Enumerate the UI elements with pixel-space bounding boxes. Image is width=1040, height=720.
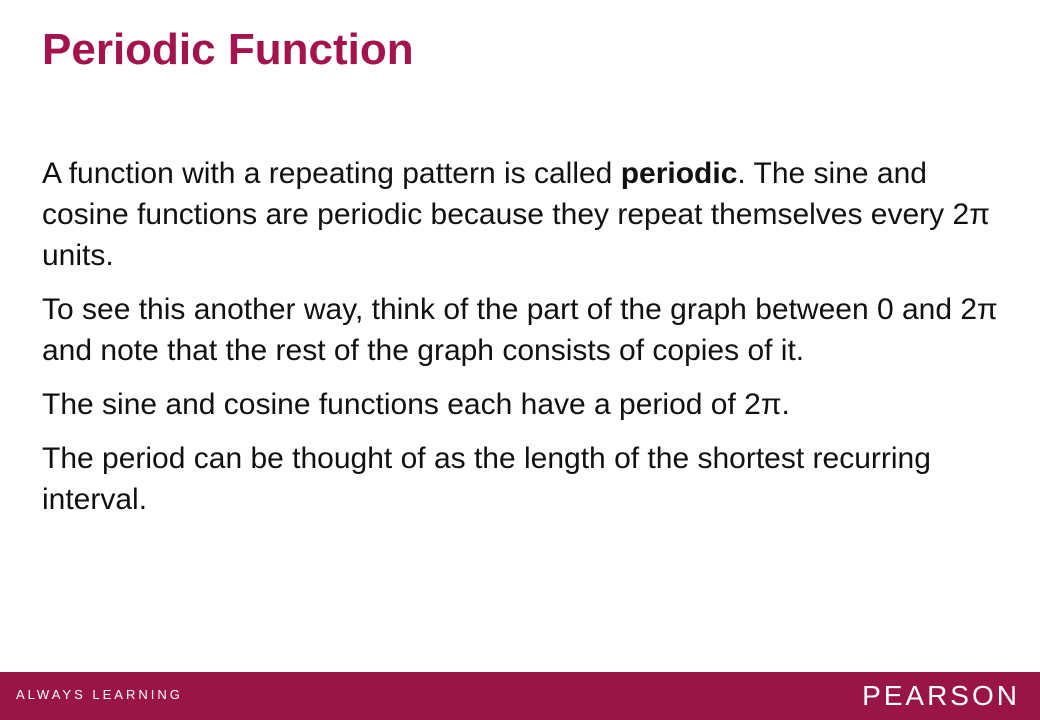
slide-body bbox=[42, 153, 1012, 533]
footer-bar bbox=[0, 672, 1040, 720]
paragraph-period-value: The sine and cosine functions each have a period of 2π. bbox=[42, 388, 790, 421]
paragraph-another-way: To see this another way, think of the part of the graph between 0 and 2π and note that the rest of the graph consists of copies of it. bbox=[42, 293, 998, 367]
paragraph-definition bbox=[42, 153, 1012, 276]
term-periodic: periodic bbox=[620, 157, 738, 190]
paragraph-period-definition: The period can be thought of as the length of the shortest recurring interval. bbox=[42, 442, 931, 516]
paragraph-definition-start: A function with a repeating pattern is called bbox=[42, 157, 621, 190]
paragraph-definition-end: . The sine and cosine functions are periodic because they repeat themselves every 2π units. bbox=[42, 157, 990, 272]
slide-title: Periodic Function bbox=[42, 25, 414, 74]
brand-logo: PEARSON bbox=[862, 680, 1020, 711]
footer-tagline: ALWAYS LEARNING bbox=[16, 687, 183, 702]
